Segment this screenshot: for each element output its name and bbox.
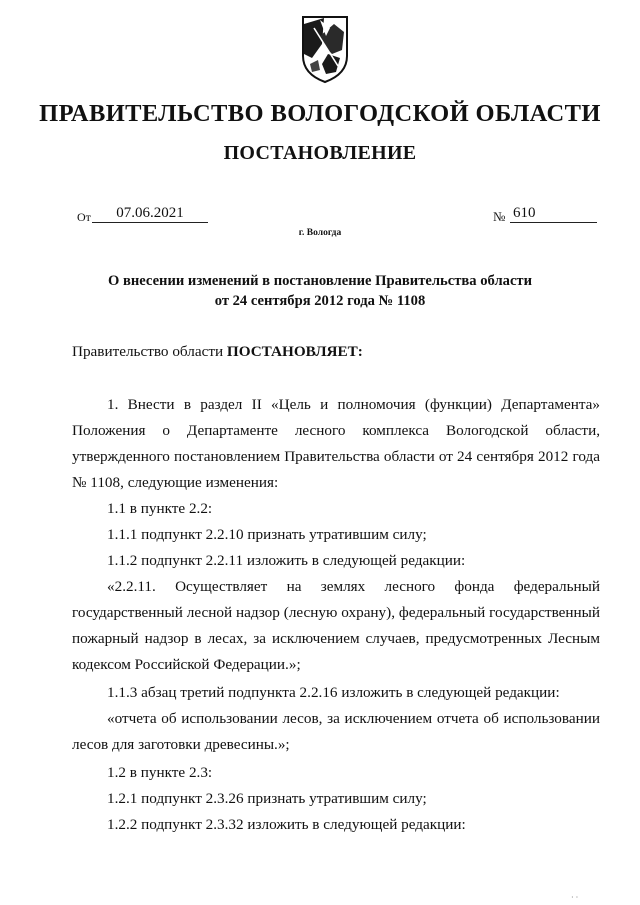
paragraph-1-1-2: 1.1.2 подпункт 2.2.11 изложить в следующей редакции: [107, 552, 466, 569]
date-label: От [77, 210, 91, 224]
paragraph-1-2: 1.2 в пункте 2.3: [107, 764, 213, 781]
paragraph-1-1-1: 1.1.1 подпункт 2.2.10 признать утратившим силу; [107, 526, 427, 543]
city-name: г. Вологда [298, 228, 342, 238]
page-mark: · · [571, 893, 579, 902]
subject-line-2: от 24 сентября 2012 года № 1108 [214, 293, 426, 309]
subject-line-1: О внесении изменений в постановление Правительства области [107, 273, 533, 289]
document-number: 610 [510, 205, 597, 223]
paragraph-1-1-3: 1.1.3 абзац третий подпункта 2.2.16 изложить в следующей редакции: [107, 684, 560, 701]
paragraph-1-2-2: 1.2.2 подпункт 2.3.32 изложить в следующей редакции: [107, 816, 466, 833]
paragraph-1-1: 1.1 в пункте 2.2: [107, 500, 213, 517]
government-title: ПРАВИТЕЛЬСТВО ВОЛОГОДСКОЙ ОБЛАСТИ [39, 100, 601, 127]
document-subject [0, 271, 640, 311]
decree-prefix: Правительство области [72, 343, 227, 360]
document-type: ПОСТАНОВЛЕНИЕ [223, 142, 417, 164]
paragraph-2-2-11-text: «2.2.11. Осуществляет на землях лесного фонда федеральный государственный лесной надзор (лесную охрану), федеральный государственный пожарный надзор в лесах, за исключением случаев, предусмотренных Лесным кодексом Российской Федерации.»; [72, 578, 600, 673]
paragraph-1: 1. Внести в раздел II «Цель и полномочия (функции) Департамента» Положения о Департаменте лесного комплекса Вологодской области, утвержденного постановлением Правительства области от 24 сентября 2012 года № 1108, следующие изменения: [72, 396, 600, 491]
decree-statement [72, 343, 363, 361]
decree-keyword: ПОСТАНОВЛЯЕТ: [226, 343, 363, 360]
paragraph-1-2-1: 1.2.1 подпункт 2.3.26 признать утратившим силу; [107, 790, 427, 807]
coat-of-arms-icon [300, 14, 350, 84]
paragraph-quote-report: «отчета об использовании лесов, за исключением отчета об использовании лесов для заготовки древесины.»; [72, 710, 600, 753]
document-date: 07.06.2021 [92, 205, 208, 223]
number-label: № [493, 209, 506, 224]
